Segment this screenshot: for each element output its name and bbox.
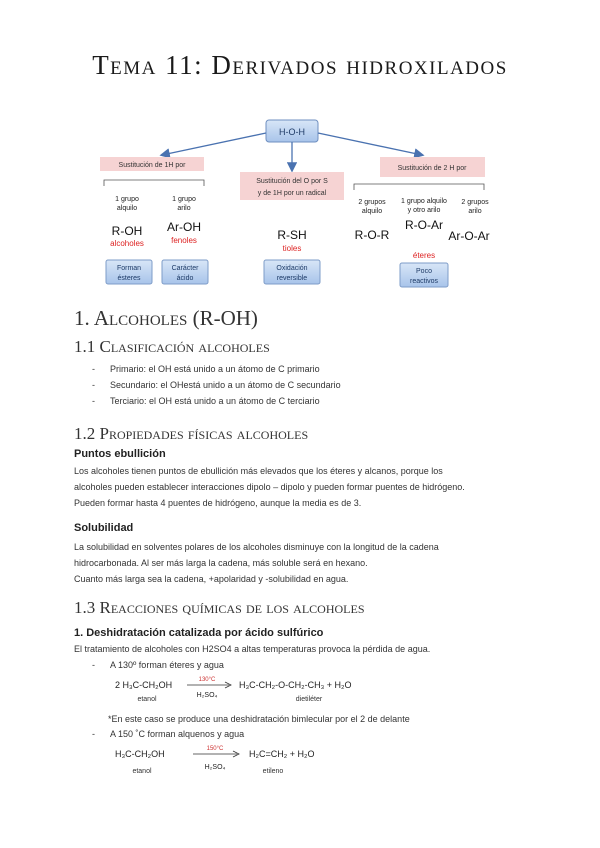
center-header-line1: Sustitución del O por S [256, 178, 328, 185]
center-header-line2: y de 1H por un radical [257, 190, 327, 197]
eq1-reactant: 2 H₃C-CH₂OH [115, 680, 173, 690]
paragraph-solubilidad: La solubilidad en solventes polares de los alcoholes disminuye con la longitud de la cadena hidrocarbonada. Al ser más larga la cadena, más soluble será en hexano. Cuanto más larga sea la cadena, +apolaridad y -solubilidad en agua. [74, 542, 439, 584]
left-header: Sustitución de 1H por [118, 162, 186, 169]
box-oxidacion-line2: reversible [276, 275, 308, 282]
ether-category-3b: arilo [468, 208, 482, 215]
box-poco-line2: reactivos [409, 278, 439, 285]
arrow-left [162, 133, 266, 155]
eq1-catalyst: H₂SO₄ [196, 692, 218, 699]
alcohol-category-2: alquilo [116, 205, 138, 212]
ether-formula-2: R-O-Ar [405, 218, 443, 232]
list-item: - A 130º forman éteres y agua [92, 660, 224, 670]
box-caracter-line2: ácido [176, 275, 194, 282]
alcohol-formula: R-OH [111, 224, 143, 238]
fenol-formula: Ar-OH [167, 220, 201, 234]
ether-category-2b: y otro arilo [407, 207, 441, 214]
right-header: Sustitución de 2 H por [397, 165, 467, 172]
fenol-category-2: arilo [177, 205, 191, 212]
eq1-reactant-name: etanol [137, 696, 157, 703]
box-formar-line1: Forman [116, 265, 142, 272]
ether-category-1a: 2 grupos [358, 199, 386, 206]
fenol-category-1: 1 grupo [172, 196, 196, 203]
eq1-temp: 130°C [198, 677, 216, 683]
list-item: - Primario: el OH está unido a un átomo de C primario [92, 364, 320, 374]
list-item: - Terciario: el OH está unido a un átomo de C terciario [92, 396, 320, 406]
subheading-solubilidad: Solubilidad [74, 522, 134, 534]
fenol-name: fenoles [171, 236, 197, 245]
subheading-deshidratacion: 1. Deshidratación catalizada por ácido sulfúrico [74, 627, 324, 639]
eq2-reactant: H₃C-CH₂OH [115, 749, 165, 759]
paragraph-ebullicion: Los alcoholes tienen puntos de ebullición más elevados que los éteres y alcanos, porque los alcoholes pueden establecer interacciones dipolo – dipolo y pueden formar puentes de hidrógeno. Pueden formar hasta 4 puentes de hidrógeno, aunque la media es de 3. [74, 466, 465, 508]
section-reacciones-heading: 1.3 Reacciones químicas de los alcoholes [74, 598, 365, 617]
eq2-catalyst: H₂SO₄ [204, 764, 226, 771]
list-item: - A 150 ˚C forman alquenos y agua [92, 729, 245, 739]
alcohol-category-1: 1 grupo [115, 196, 139, 203]
ether-formula-3: Ar-O-Ar [448, 229, 490, 243]
box-oxidacion-line1: Oxidación [276, 265, 308, 272]
eq2-reactant-name: etanol [132, 768, 152, 775]
eq2-temp: 150°C [206, 746, 224, 752]
derivatives-diagram [92, 100, 497, 295]
ether-category-3a: 2 grupos [461, 199, 489, 206]
top-node-label: H-O-H [279, 127, 305, 137]
section-clasificacion-heading: 1.1 Clasificación alcoholes [74, 337, 270, 356]
eq2-product: H₂C=CH₂ + H₂O [249, 749, 315, 759]
page-title: Tema 11: Derivados hidroxilados [92, 50, 508, 80]
box-poco-line1: Poco [416, 268, 432, 275]
ether-category-2a: 1 grupo alquilo [401, 198, 447, 205]
tiol-name: tioles [282, 244, 302, 253]
eq2-product-name: etileno [262, 768, 284, 775]
alcohol-name: alcoholes [110, 239, 144, 248]
box-formar-line2: ésteres [117, 275, 141, 282]
section-alcoholes-heading: 1. Alcoholes (R-OH) [74, 306, 258, 330]
eq1-product: H₃C-CH₂-O-CH₂-CH₃ + H₂O [239, 680, 352, 690]
section-propiedades-heading: 1.2 Propiedades físicas alcoholes [74, 424, 309, 443]
ether-formula-1: R-O-R [354, 228, 390, 242]
ether-category-1b: alquilo [361, 208, 383, 215]
equation-dehydration-130 [105, 674, 405, 706]
list-item: - Secundario: el OHestá unido a un átomo de C secundario [92, 380, 341, 390]
note-bimolecular: *En este caso se produce una deshidratación bimlecular por el 2 de delante [108, 714, 410, 724]
subheading-puntos-ebullicion: Puntos ebullición [74, 448, 166, 460]
arrow-right [318, 133, 422, 155]
eq1-product-name: dietiléter [295, 696, 323, 703]
ether-name: éteres [412, 251, 436, 260]
equation-dehydration-150 [105, 741, 405, 779]
tiol-formula: R-SH [277, 228, 307, 242]
box-caracter-line1: Carácter [171, 265, 199, 272]
paragraph-tratamiento: El tratamiento de alcoholes con H2SO4 a altas temperaturas provoca la pérdida de agua. [74, 644, 431, 654]
